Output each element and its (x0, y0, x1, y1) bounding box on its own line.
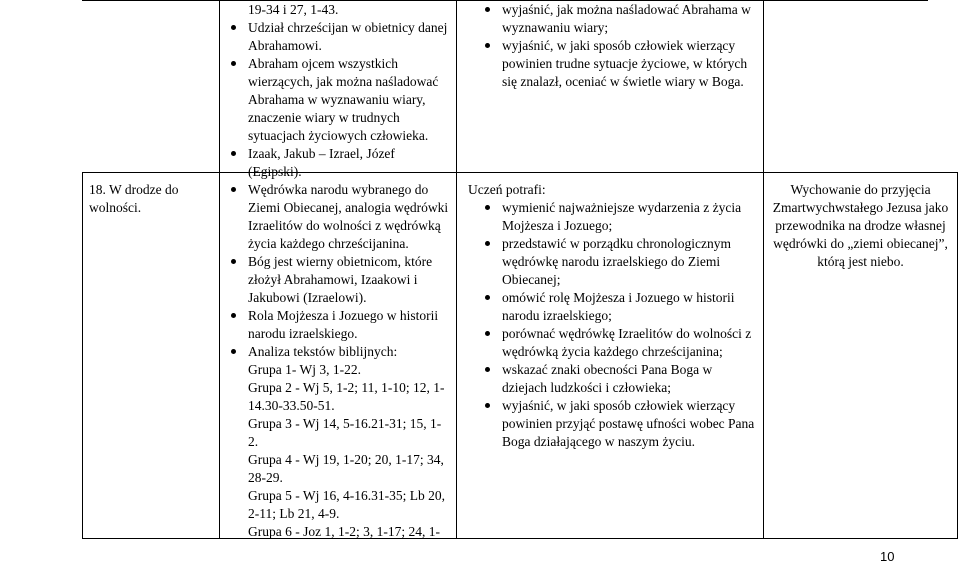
top-requirements-cell (482, 1, 758, 91)
table-border-right (957, 172, 958, 539)
page-number: 10 (880, 549, 895, 564)
table-col-divider-3 (763, 0, 764, 539)
requirements-header: Uczeń potrafi: (468, 182, 546, 197)
list-item: Grupa 2 - Wj 5, 1-2; 11, 1-10; 12, 1-14.30-33.50-51. (248, 380, 445, 413)
list-item: Analiza tekstów biblijnych: (228, 343, 450, 361)
list-item: Grupa 4 - Wj 19, 1-20; 20, 1-17; 34, 28-29. (248, 452, 444, 485)
topic-title: 18. W drodze do wolności. (89, 182, 179, 215)
list-item: 19-34 i 27, 1-43. (248, 2, 339, 17)
content-cell (228, 181, 450, 541)
list-item: wyjaśnić, jak można naśladować Abrahama w wyznawaniu wiary; (482, 1, 758, 37)
table-row-divider (82, 172, 958, 173)
list-item: Udział chrześcijan w obietnicy danej Abrahamowi. (228, 19, 450, 55)
education-cell (768, 181, 953, 271)
list-item: Izaak, Jakub – Izrael, Józef (Egipski). (228, 145, 450, 181)
table-border-left (82, 172, 83, 539)
content-list (228, 181, 450, 541)
list-item: Rola Mojżesza i Jozuego w historii narodu izraelskiego. (228, 307, 450, 343)
top-content-cell (228, 1, 450, 181)
requirements-cell (468, 181, 760, 451)
top-requirements-list (482, 1, 758, 91)
list-item: wyjaśnić, w jaki sposób człowiek wierzący powinien przyjąć postawę ufności wobec Pana Boga działającego w naszym życiu. (482, 397, 760, 451)
list-item: Bóg jest wierny obietnicom, które złożył Abrahamowi, Izaakowi i Jakubowi (Izraelowi). (228, 253, 450, 307)
list-item: Abraham ojcem wszystkich wierzących, jak można naśladować Abrahama w wyznawaniu wiary, znaczenie wiary w trudnych sytuacjach życiowych człowieka. (228, 55, 450, 145)
table-border-bottom (82, 538, 958, 539)
list-item: wyjaśnić, w jaki sposób człowiek wierzący powinien trudne sytuacje życiowe, w których się znalazł, oceniać w świetle wiary w Boga. (482, 37, 758, 91)
topic-cell (89, 181, 215, 217)
requirements-list (482, 199, 760, 451)
list-item: porównać wędrówkę Izraelitów do wolności z wędrówką życia każdego chrześcijanina; (482, 325, 760, 361)
list-item: Grupa 1- Wj 3, 1-22. (248, 362, 361, 377)
list-item: przedstawić w porządku chronologicznym wędrówkę narodu izraelskiego do Ziemi Obiecanej; (482, 235, 760, 289)
list-item: wymienić najważniejsze wydarzenia z życia Mojżesza i Jozuego; (482, 199, 760, 235)
list-item: omówić rolę Mojżesza i Jozuego w historii narodu izraelskiego; (482, 289, 760, 325)
table-col-divider-1 (219, 0, 220, 539)
table-col-divider-2 (456, 0, 457, 539)
list-item: Grupa 3 - Wj 14, 5-16.21-31; 15, 1-2. (248, 416, 442, 449)
top-content-list (228, 1, 450, 181)
list-item: Wędrówka narodu wybranego do Ziemi Obiecanej, analogia wędrówki Izraelitów do wolności z wędrówką życia każdego chrześcijanina. (228, 181, 450, 253)
list-item: Grupa 6 - Joz 1, 1-2; 3, 1-17; 24, 1- (248, 524, 440, 539)
list-item: Grupa 5 - Wj 16, 4-16.31-35; Lb 20, 2-11; Lb 21, 4-9. (248, 488, 445, 521)
education-text: Wychowanie do przyjęcia Zmartwychwstałego Jezusa jako przewodnika na drodze własnej wędrówki do „ziemi obiecanej”, którą jest niebo. (772, 182, 949, 269)
list-item: wskazać znaki obecności Pana Boga w dziejach ludzkości i człowieka; (482, 361, 760, 397)
